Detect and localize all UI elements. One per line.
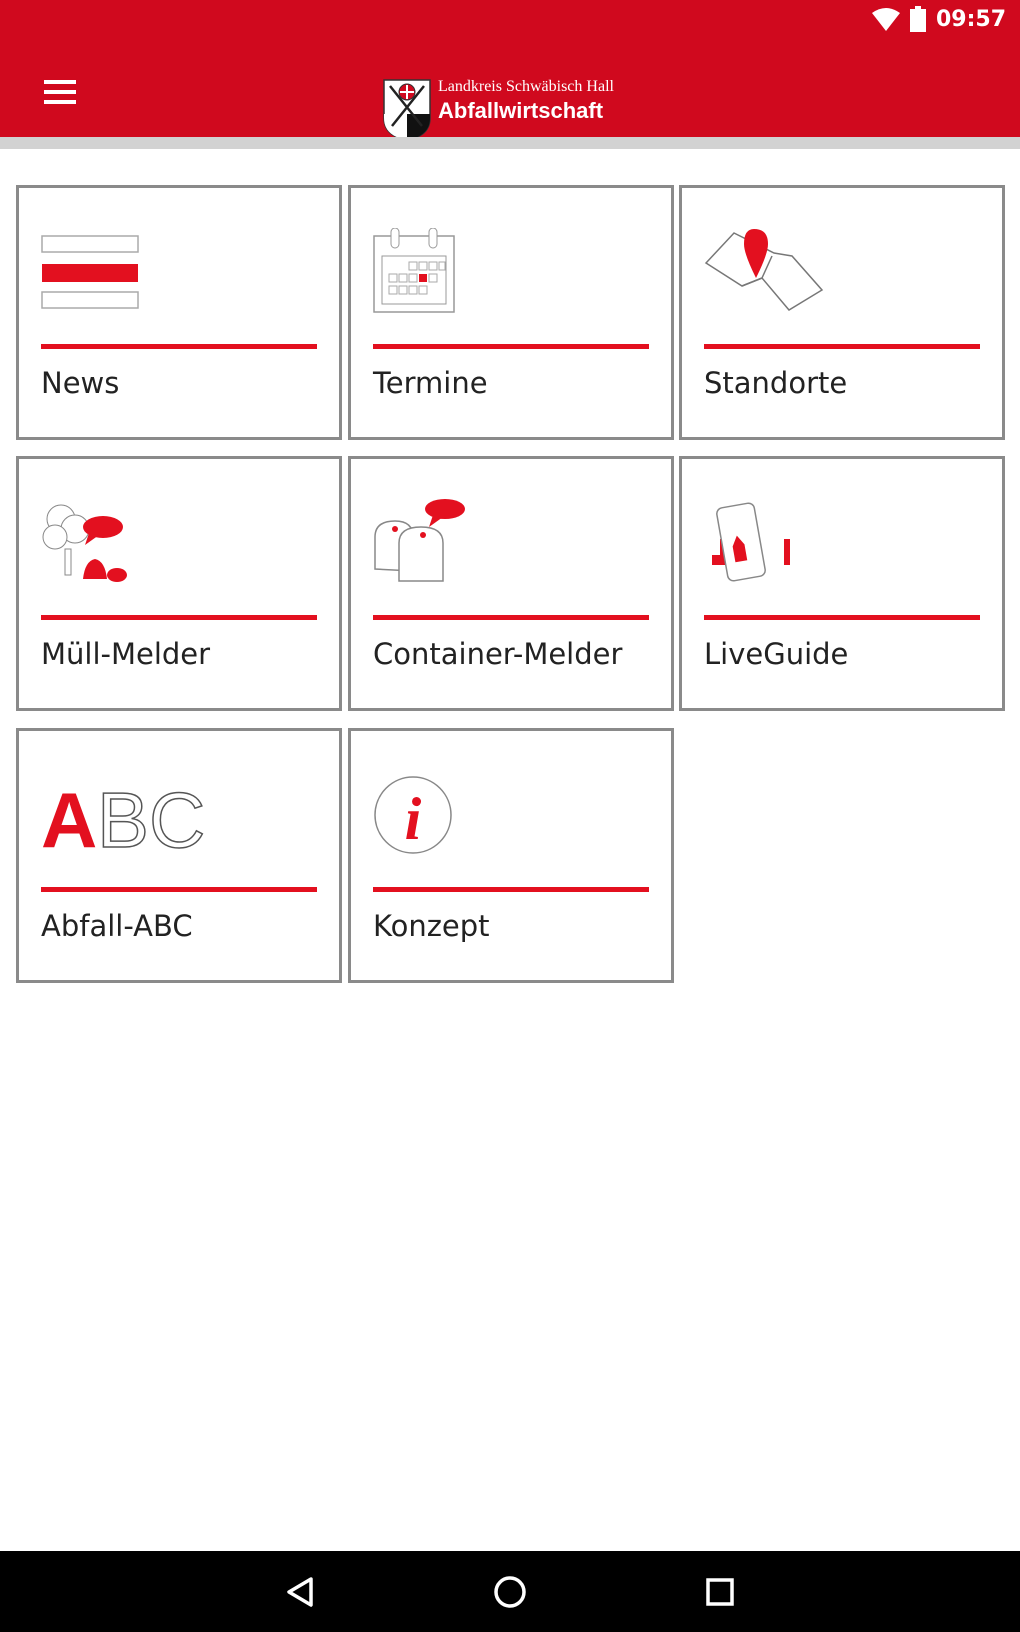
- tile-divider: [704, 615, 980, 620]
- battery-icon: [910, 6, 926, 32]
- coat-of-arms-icon: [382, 78, 432, 140]
- tile-divider: [373, 887, 649, 892]
- tile-label: LiveGuide: [704, 637, 849, 671]
- system-nav-bar: [0, 1551, 1020, 1632]
- app-title: Abfallwirtschaft: [438, 98, 604, 123]
- tile-konzept[interactable]: [348, 728, 674, 983]
- calendar-icon: [373, 228, 513, 318]
- tile-divider: [373, 615, 649, 620]
- smartphone-city-icon: [704, 499, 844, 589]
- tile-divider: [373, 344, 649, 349]
- svg-text:BC: BC: [97, 776, 206, 861]
- tile-divider: [704, 344, 980, 349]
- abc-icon: [41, 771, 211, 861]
- tile-label: Standorte: [704, 366, 848, 400]
- tile-label: Container-Melder: [373, 637, 623, 671]
- tile-divider: [41, 344, 317, 349]
- map-pin-icon: [704, 228, 844, 318]
- tile-termine[interactable]: [348, 185, 674, 440]
- wifi-icon: [872, 7, 900, 31]
- tile-news[interactable]: [16, 185, 342, 440]
- tile-standorte[interactable]: [679, 185, 1005, 440]
- litter-report-icon: [41, 499, 181, 589]
- tile-label: Konzept: [373, 909, 490, 943]
- tile-label: Abfall-ABC: [41, 909, 193, 943]
- back-icon[interactable]: [280, 1572, 320, 1612]
- svg-text:A: A: [41, 776, 98, 861]
- tile-container-melder[interactable]: [348, 456, 674, 711]
- hamburger-menu-icon[interactable]: [44, 80, 76, 104]
- tile-label: Müll-Melder: [41, 637, 211, 671]
- org-name: Landkreis Schwäbisch Hall: [438, 78, 614, 95]
- tile-muell-melder[interactable]: [16, 456, 342, 711]
- status-bar: [0, 0, 1020, 42]
- tile-label: Termine: [373, 366, 488, 400]
- tile-label: News: [41, 366, 120, 400]
- tile-divider: [41, 887, 317, 892]
- tile-abfall-abc[interactable]: [16, 728, 342, 983]
- tile-liveguide[interactable]: [679, 456, 1005, 711]
- home-icon[interactable]: [490, 1572, 530, 1612]
- status-time: 09:57: [935, 6, 1006, 32]
- appbar-shadow: [0, 137, 1020, 149]
- info-icon: [373, 771, 513, 861]
- news-icon: [41, 228, 181, 318]
- container-report-icon: [373, 499, 513, 589]
- tile-divider: [41, 615, 317, 620]
- logo: [382, 78, 614, 140]
- app-bar: [0, 42, 1020, 137]
- svg-text:i: i: [404, 786, 422, 852]
- recents-icon[interactable]: [700, 1572, 740, 1612]
